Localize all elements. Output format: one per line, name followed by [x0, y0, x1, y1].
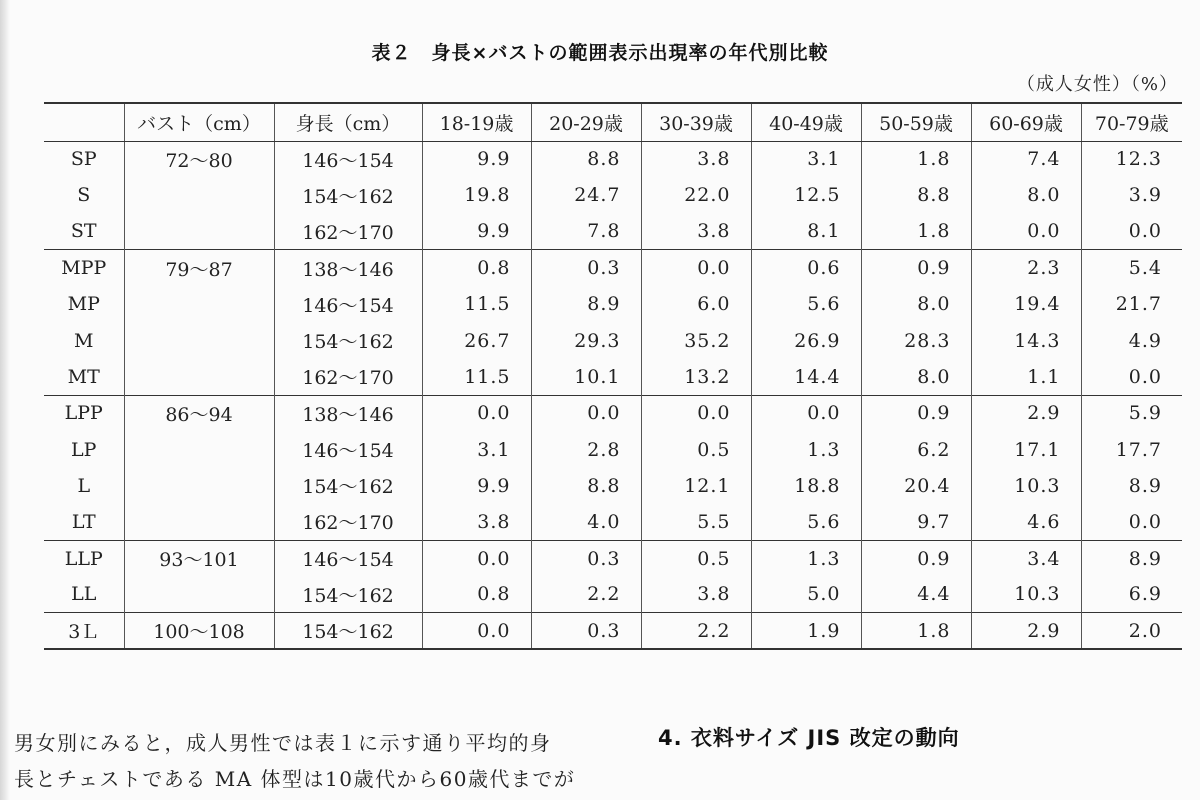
size-cell: ST	[70, 220, 97, 243]
bust-range-cell	[124, 431, 274, 467]
value-cell: 8.0	[971, 177, 1081, 213]
value-cell: 0.0	[641, 250, 751, 286]
table-row	[44, 613, 1182, 649]
header-height: 身長（cm）	[274, 103, 422, 141]
value-cell: 1.8	[861, 214, 971, 250]
value-cell: 0.6	[751, 250, 861, 286]
table-row	[44, 141, 1182, 177]
value-cell: 8.0	[861, 286, 971, 322]
bust-range-cell	[124, 177, 274, 213]
value-cell: 0.5	[641, 431, 751, 467]
value-cell: 8.9	[1081, 468, 1182, 504]
height-range-cell: 146〜154	[274, 431, 422, 467]
size-cell: LT	[71, 510, 96, 533]
height-range-cell: 138〜146	[274, 395, 422, 431]
value-cell: 0.0	[1081, 359, 1182, 395]
value-cell: 12.5	[751, 177, 861, 213]
value-cell: 4.9	[1081, 322, 1182, 358]
value-cell: 5.9	[1081, 395, 1182, 431]
value-cell: 21.7	[1081, 286, 1182, 322]
value-cell: 0.3	[531, 613, 641, 649]
value-cell: 2.9	[971, 395, 1081, 431]
size-distribution-table	[44, 102, 1182, 650]
height-range-cell: 146〜154	[274, 141, 422, 177]
value-cell: 0.0	[751, 395, 861, 431]
value-cell: 0.0	[422, 540, 531, 576]
value-cell: 11.5	[422, 286, 531, 322]
value-cell: 26.7	[422, 322, 531, 358]
bust-range-cell	[124, 577, 274, 613]
value-cell: 8.8	[531, 468, 641, 504]
value-cell: 14.4	[751, 359, 861, 395]
bust-range-cell	[124, 468, 274, 504]
value-cell: 8.8	[861, 177, 971, 213]
value-cell: 2.2	[641, 613, 751, 649]
table-row	[44, 177, 1182, 213]
header-size	[44, 103, 124, 141]
table-body	[44, 141, 1182, 649]
value-cell: 8.0	[861, 359, 971, 395]
table-row	[44, 468, 1182, 504]
value-cell: 4.0	[531, 504, 641, 540]
table-row	[44, 322, 1182, 358]
value-cell: 3.1	[751, 141, 861, 177]
table-row	[44, 431, 1182, 467]
value-cell: 8.9	[531, 286, 641, 322]
header-age-50-59: 50-59歳	[861, 103, 971, 141]
value-cell: 8.8	[531, 141, 641, 177]
value-cell: 0.8	[422, 577, 531, 613]
value-cell: 8.1	[751, 214, 861, 250]
value-cell: 9.9	[422, 468, 531, 504]
table-row	[44, 214, 1182, 250]
value-cell: 2.0	[1081, 613, 1182, 649]
value-cell: 3.8	[422, 504, 531, 540]
value-cell: 0.9	[861, 250, 971, 286]
height-range-cell: 154〜162	[274, 322, 422, 358]
height-range-cell: 162〜170	[274, 214, 422, 250]
value-cell: 12.1	[641, 468, 751, 504]
value-cell: 0.9	[861, 395, 971, 431]
value-cell: 13.2	[641, 359, 751, 395]
value-cell: 0.0	[422, 613, 531, 649]
header-age-18-19: 18-19歳	[422, 103, 531, 141]
size-cell: LLP	[44, 540, 124, 576]
table-row	[44, 286, 1182, 322]
value-cell: 0.0	[422, 395, 531, 431]
table-row	[44, 504, 1182, 540]
value-cell: 20.4	[861, 468, 971, 504]
value-cell: 0.0	[641, 395, 751, 431]
height-range-cell: 154〜162	[274, 177, 422, 213]
header-bust: バスト（cm）	[124, 103, 274, 141]
value-cell: 17.7	[1081, 431, 1182, 467]
value-cell: 0.0	[971, 214, 1081, 250]
value-cell: 5.6	[751, 286, 861, 322]
size-cell: 3Ｌ	[44, 613, 124, 649]
header-age-70-79: 70-79歳	[1081, 103, 1182, 141]
height-range-cell: 138〜146	[274, 250, 422, 286]
header-age-30-39: 30-39歳	[641, 103, 751, 141]
value-cell: 0.5	[641, 540, 751, 576]
value-cell: 1.8	[861, 613, 971, 649]
table-title: 表２ 身長×バストの範囲表示出現率の年代別比較	[371, 42, 829, 64]
page-edge-shadow	[0, 0, 10, 800]
value-cell: 19.8	[422, 177, 531, 213]
value-cell: 28.3	[861, 322, 971, 358]
value-cell: 26.9	[751, 322, 861, 358]
table-row	[44, 250, 1182, 286]
table-row	[44, 577, 1182, 613]
value-cell: 7.8	[531, 214, 641, 250]
value-cell: 29.3	[531, 322, 641, 358]
size-cell: MPP	[44, 250, 124, 286]
value-cell: 9.7	[861, 504, 971, 540]
value-cell: 18.8	[751, 468, 861, 504]
value-cell: 5.6	[751, 504, 861, 540]
value-cell: 14.3	[971, 322, 1081, 358]
height-range-cell: 146〜154	[274, 286, 422, 322]
body-line: 長とチェストである MA 体型は10歳代から60歳代までが	[14, 767, 576, 791]
value-cell: 3.8	[641, 214, 751, 250]
value-cell: 1.3	[751, 540, 861, 576]
body-paragraph	[14, 725, 594, 797]
size-cell: LP	[71, 438, 97, 461]
value-cell: 0.0	[1081, 214, 1182, 250]
header-age-20-29: 20-29歳	[531, 103, 641, 141]
value-cell: 10.3	[971, 468, 1081, 504]
value-cell: 3.8	[641, 141, 751, 177]
value-cell: 0.3	[531, 250, 641, 286]
height-range-cell: 154〜162	[274, 577, 422, 613]
bust-range-cell	[124, 359, 274, 395]
value-cell: 6.2	[861, 431, 971, 467]
value-cell: 5.5	[641, 504, 751, 540]
value-cell: 0.0	[1081, 504, 1182, 540]
size-cell: S	[77, 184, 91, 207]
value-cell: 24.7	[531, 177, 641, 213]
value-cell: 3.4	[971, 540, 1081, 576]
value-cell: 17.1	[971, 431, 1081, 467]
value-cell: 8.9	[1081, 540, 1182, 576]
value-cell: 6.0	[641, 286, 751, 322]
value-cell: 2.2	[531, 577, 641, 613]
table-header-row	[44, 103, 1182, 141]
value-cell: 12.3	[1081, 141, 1182, 177]
value-cell: 0.3	[531, 540, 641, 576]
table-row	[44, 395, 1182, 431]
value-cell: 9.9	[422, 141, 531, 177]
value-cell: 10.1	[531, 359, 641, 395]
value-cell: 1.1	[971, 359, 1081, 395]
value-cell: 0.0	[531, 395, 641, 431]
height-range-cell: 162〜170	[274, 359, 422, 395]
value-cell: 9.9	[422, 214, 531, 250]
header-age-40-49: 40-49歳	[751, 103, 861, 141]
value-cell: 1.8	[861, 141, 971, 177]
value-cell: 3.1	[422, 431, 531, 467]
body-line: 男女別にみると，成人男性では表１に示す通り平均的身	[14, 731, 552, 755]
value-cell: 0.9	[861, 540, 971, 576]
value-cell: 10.3	[971, 577, 1081, 613]
value-cell: 11.5	[422, 359, 531, 395]
bust-range-cell	[124, 504, 274, 540]
height-range-cell: 154〜162	[274, 613, 422, 649]
bust-range-cell: 86〜94	[124, 395, 274, 431]
value-cell: 7.4	[971, 141, 1081, 177]
bust-range-cell: 100〜108	[124, 613, 274, 649]
value-cell: 2.9	[971, 613, 1081, 649]
size-cell: SP	[44, 141, 124, 177]
bust-range-cell	[124, 286, 274, 322]
bust-range-cell: 72〜80	[124, 141, 274, 177]
value-cell: 5.0	[751, 577, 861, 613]
bust-range-cell: 79〜87	[124, 250, 274, 286]
value-cell: 1.3	[751, 431, 861, 467]
size-cell: LPP	[44, 395, 124, 431]
section-heading: 4. 衣料サイズ JIS 改定の動向	[658, 726, 960, 750]
size-cell: MT	[67, 365, 100, 388]
table-row	[44, 359, 1182, 395]
value-cell: 3.8	[641, 577, 751, 613]
value-cell: 0.8	[422, 250, 531, 286]
value-cell: 1.9	[751, 613, 861, 649]
size-cell: MP	[67, 293, 100, 316]
size-cell: L	[77, 474, 91, 497]
height-range-cell: 146〜154	[274, 540, 422, 576]
table-row	[44, 540, 1182, 576]
value-cell: 35.2	[641, 322, 751, 358]
value-cell: 5.4	[1081, 250, 1182, 286]
value-cell: 22.0	[641, 177, 751, 213]
bust-range-cell	[124, 322, 274, 358]
bust-range-cell: 93〜101	[124, 540, 274, 576]
value-cell: 3.9	[1081, 177, 1182, 213]
height-range-cell: 154〜162	[274, 468, 422, 504]
size-cell: M	[74, 329, 94, 352]
value-cell: 4.4	[861, 577, 971, 613]
unit-note: （成人女性）（%）	[1016, 74, 1178, 95]
bust-range-cell	[124, 214, 274, 250]
value-cell: 4.6	[971, 504, 1081, 540]
value-cell: 2.8	[531, 431, 641, 467]
value-cell: 6.9	[1081, 577, 1182, 613]
height-range-cell: 162〜170	[274, 504, 422, 540]
size-cell: LL	[71, 583, 97, 606]
value-cell: 19.4	[971, 286, 1081, 322]
value-cell: 2.3	[971, 250, 1081, 286]
header-age-60-69: 60-69歳	[971, 103, 1081, 141]
